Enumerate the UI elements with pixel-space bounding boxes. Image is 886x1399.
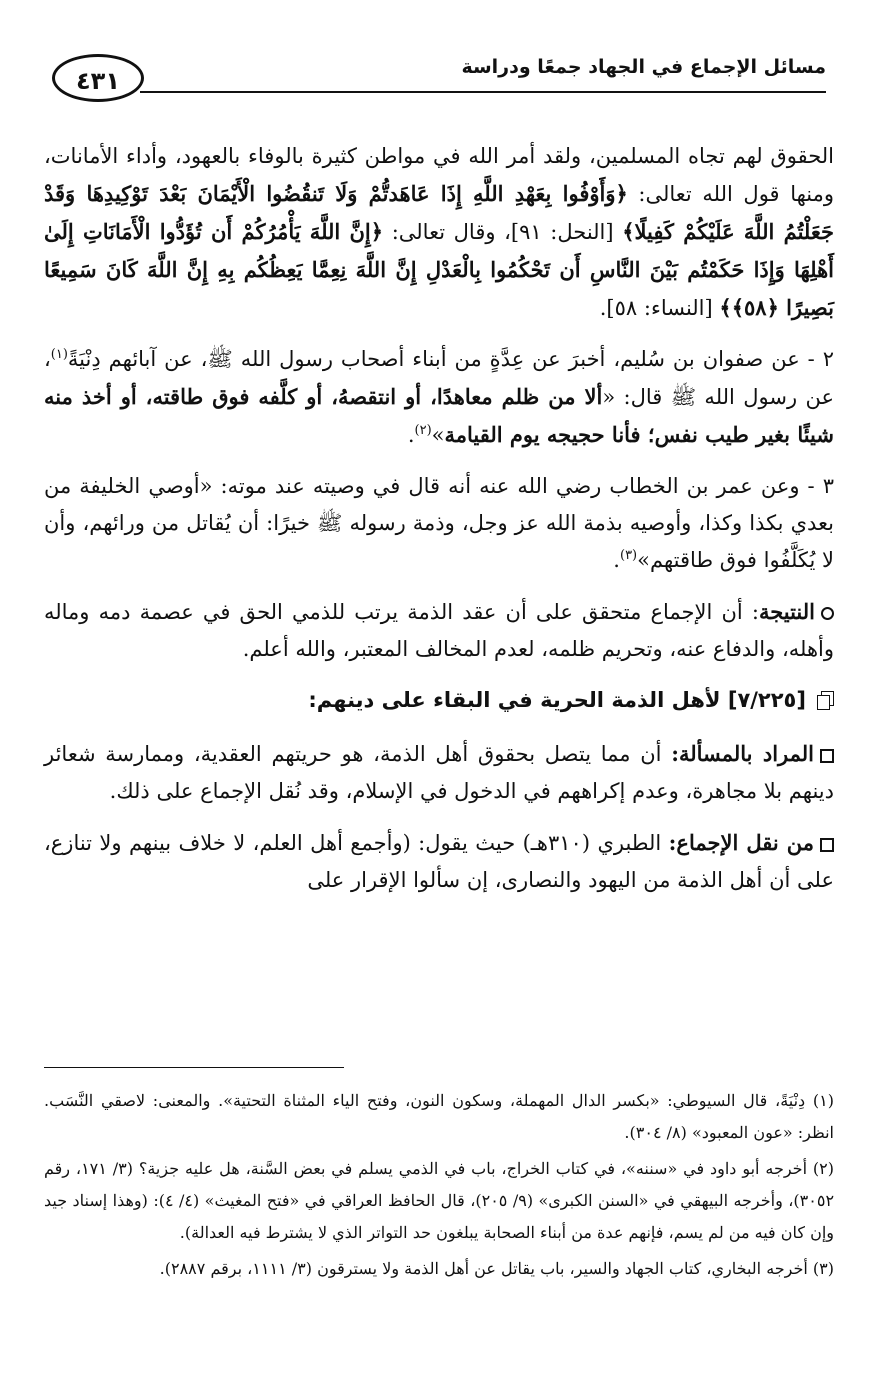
paragraph-consensus-transmitters [44,824,834,899]
quran-verse: ﴿وَأَوْفُوا بِعَهْدِ اللَّهِ إِذَا عَاهَدتُّمْ وَلَا تَنقُضُوا الْأَيْمَانَ بَعْدَ تَوْكِيدِهَا وَقَدْ جَعَلْتُمُ اللَّهَ عَلَيْكُمْ كَفِيلًا﴾ [44,181,834,244]
footnote-marker: (٢) [414,423,432,438]
paragraph-text: ٣ - وعن عمر بن الخطاب رضي الله عنه أنه قال في وصيته عند موته: «أوصي الخليفة من بعدي بكذا وكذا، وأوصيه بذمة الله عز وجل، وذمة رسوله ﷺ خيرًا: أن يُقاتل من ورائهم، وأن لا يُكَلَّفُوا فوق طاقتهم» [44,474,834,572]
paragraph-text: . [613,548,620,572]
running-header-title: مسائل الإجماع في الجهاد جمعًا ودراسة [461,56,826,78]
hadith-bold-text: ألا من ظلم معاهدًا، أو انتقصهُ، أو كلَّفه فوق طاقته، أو أخذ منه شيئًا بغير طيب نفس؛ فأنا حجيجه يوم القيامة [44,384,834,447]
paragraph-text: » [431,423,445,447]
page-number: ٤٣١ [52,54,144,102]
footnotes [44,1085,834,1289]
footnote-marker: (١) [50,347,68,362]
verse-reference: [النساء: ٥٨]. [599,296,720,320]
paragraph-quran-verses [44,138,834,327]
result-label: النتيجة [758,599,815,624]
section-heading-text: [٧/٢٢٥] لأهل الذمة الحرية في البقاء على دينهم: [308,688,806,712]
square-bullet-icon [820,838,834,852]
footnote-1: (١) دِنْيَةً، قال السيوطي: «بكسر الدال المهملة، وسكون النون، وفتح الياء المثناة التحتية». والمعنى: لاصقي النَّسَب. انظر: «عون المعبود» (٨/ ٣٠٤). [44,1091,834,1142]
footnote-marker: (٣) [619,548,638,563]
consensus-label: من نقل الإجماع: [668,830,814,855]
paragraph-text: الحقوق لهم تجاه المسلمين، ولقد أمر الله في مواطن كثيرة بالوفاء بالعهود، وأداء الأمانات، ومنها قول الله تعالى: [44,144,834,206]
footnote-3: (٣) أخرجه البخاري، كتاب الجهاد والسير، باب يقاتل عن أهل الذمة ولا يسترقون (٣/ ١١١١، برقم ٢٨٨٧). [159,1259,834,1278]
square-bullet-icon [820,749,834,763]
paragraph-text: ٢ - عن صفوان بن سُليم، أخبرَ عن عِدَّةٍ من أبناء أصحاب رسول الله ﷺ، عن آبائهم دِنْيَةً [67,347,834,371]
header-rule [140,91,826,93]
paragraph-text: أن مما يتصل بحقوق أهل الذمة، هو حريتهم العقدية، وممارسة شعائر دينهم بلا مجاهرة، وعدم إكراههم في الدخول في الإسلام، وقد نُقل الإجماع على ذلك. [44,742,834,803]
paragraph-issue-meaning [44,735,834,810]
quran-verse: ﴿إِنَّ اللَّهَ يَأْمُرُكُمْ أَن تُؤَدُّوا الْأَمَانَاتِ إِلَىٰ أَهْلِهَا وَإِذَا حَكَمْتُم بَيْنَ النَّاسِ أَن تَحْكُمُوا بِالْعَدْلِ إِنَّ اللَّهَ نِعِمَّا يَعِظُكُم بِهِ إِنَّ اللَّهَ كَانَ سَمِيعًا بَصِيرًا ﴿٥٨﴾﴾ [44,219,834,320]
paragraph-text: : أن الإجماع متحقق على أن عقد الذمة يرتب للذمي الحق في عصمة دمه وماله وأهله، والدفاع عنه، وتحريم ظلمه، لعدم المخالف المعتبر، والله أعلم. [44,600,834,661]
documents-icon [816,691,834,711]
verse-reference: [النحل: ٩١]، وقال تعالى: [383,220,623,244]
paragraph-text: . [407,423,415,447]
paragraph-text: الطبري (٣١٠هـ) حيث يقول: (وأجمع أهل العلم، لا خلاف بينهم ولا تنازع، على أن أهل الذمة من اليهود والنصارى، إن سألوا الإقرار على [44,831,834,892]
paragraph-text: ، عن رسول الله ﷺ قال: « [44,347,834,409]
circle-bullet-icon [821,607,834,620]
issue-label: المراد بالمسألة: [671,741,815,766]
paragraph-hadith-2 [44,341,834,454]
main-text [44,138,834,909]
paragraph-result [44,593,834,668]
footnote-2: (٢) أخرجه أبو داود في «سننه»، في كتاب الخراج، باب في الذمي يسلم في بعض السَّنة، هل عليه جزية؟ (٣/ ١٧١، رقم ٣٠٥٢)، وأخرجه البيهقي في «السنن الكبرى» (٩/ ٢٠٥)، قال الحافظ العراقي في «فتح المغيث» (٤/ ٤): (وهذا إسناد جيد وإن كان فيه من لم يسم، فإنهم عدة من أبناء الصحابة يبلغون حد التواتر الذي لا يشترط فيه العدالة). [44,1159,835,1242]
footnote-separator [44,1067,344,1068]
paragraph-athar-3 [44,468,834,579]
section-heading [44,682,834,719]
